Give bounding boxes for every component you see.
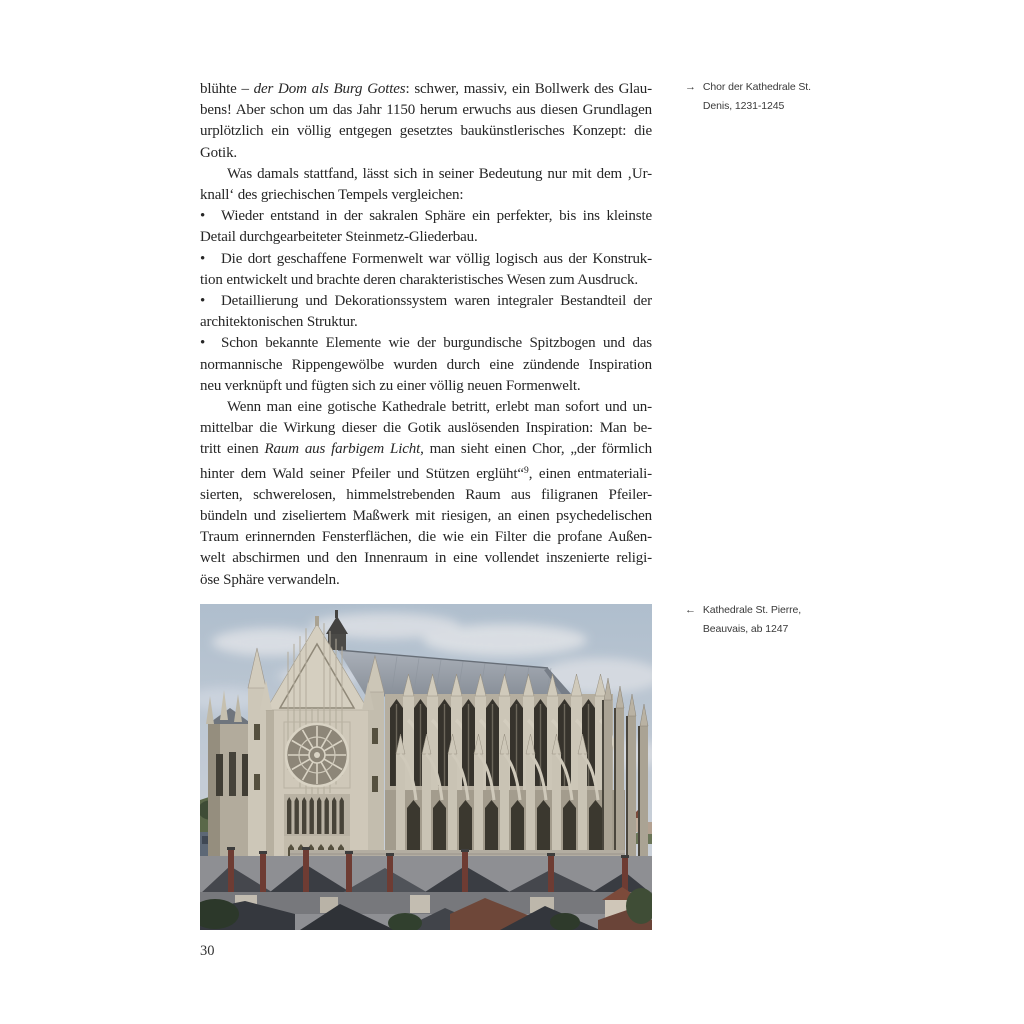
margin-note-st-denis	[685, 78, 825, 116]
margin-note-text	[703, 601, 801, 639]
arrow-left-icon: ←	[685, 604, 696, 616]
margin-note-beauvais	[685, 601, 825, 639]
text-line: normannische Rippengewölbe wurden durch eine zündende Inspiration	[200, 356, 652, 373]
arrow-right-icon: →	[685, 81, 696, 93]
text-line: Traum erinnernden Fensterflächen, die wie ein Filter die profane Außen-	[200, 529, 652, 546]
text-line: bündeln und ziseliertem Maßwerk mit riesigen, an einen psychedelischen	[200, 508, 652, 525]
text-line: Wenn man eine gotische Kathedrale betritt, erlebt man sofort und un-	[227, 399, 652, 416]
text-line: mittelbar die Wirkung dieser die Gotik auslösenden Inspiration: Man be-	[200, 420, 652, 437]
text-line: urplötzlich ein völlig entgegen gesetztes baukünstlerisches Konzept: die	[200, 123, 652, 140]
text-line: neu verknüpft und fügten sich zu einer völlig neuen Formenwelt.	[200, 377, 581, 394]
margin-note-line: Denis, 1231-1245	[702, 100, 785, 112]
text-line: hinter dem Wald seiner Pfeiler und Stützen erglüht“$^9$, einen entmateriali-	[200, 465, 652, 482]
text-line: öse Sphäre verwandeln.	[200, 571, 340, 588]
bullet-icon: •	[200, 335, 206, 352]
bullet-icon: •	[200, 250, 206, 267]
margin-note-line: Beauvais, ab 1247	[702, 623, 789, 635]
margin-note-line: Chor der Kathedrale St.	[702, 81, 811, 93]
body-text-column	[200, 79, 652, 591]
cathedral-photo	[200, 604, 652, 930]
margin-note-text	[703, 78, 811, 116]
text-line: • Schon bekannte Elemente wie der burgundische Spitzbogen und das	[200, 333, 652, 354]
text-line: tritt einen Raum aus farbigem Licht, man sieht einen Chor, „der förmlich	[200, 441, 652, 458]
text-line: blühte – der Dom als Burg Gottes: schwer, massiv, ein Bollwerk des Glau-	[200, 81, 652, 97]
text-line: Detail durchgearbeiteter Steinmetz-Gliederbau.	[200, 229, 478, 246]
margin-note-line: Kathedrale St. Pierre,	[702, 604, 802, 616]
text-line: tion entwickelt und brachte deren charakteristisches Wesen zum Ausdruck.	[200, 271, 638, 288]
text-line: bens! Aber schon um das Jahr 1150 herum erwuchs aus diesen Grundlagen	[200, 102, 652, 119]
cathedral-photo-svg	[200, 604, 652, 930]
bullet-icon: •	[200, 293, 206, 310]
text-line: Was damals stattfand, lässt sich in seiner Bedeutung nur mit dem ‚Ur-	[227, 165, 652, 182]
text-line: knall‘ des griechischen Tempels vergleichen:	[200, 187, 464, 204]
text-line: • Die dort geschaffene Formenwelt war völlig logisch aus der Konstruk-	[200, 249, 652, 270]
page-number: 30	[200, 943, 215, 959]
text-line: architektonischen Struktur.	[200, 314, 358, 331]
text-line: • Wieder entstand in der sakralen Sphäre ein perfekter, bis ins kleinste	[200, 206, 652, 227]
text-line: • Detaillierung und Dekorationssystem waren integraler Bestandteil der	[200, 291, 652, 312]
text-line: sierten, schwerelosen, himmelstrebenden Raum aus filigranen Pfeiler-	[200, 486, 652, 503]
text-line: welt abschirmen und den Innenraum in eine vollendet inszenierte religi-	[200, 550, 652, 567]
bullet-icon: •	[200, 208, 206, 225]
text-line: Gotik.	[200, 144, 238, 161]
town-foreground	[200, 847, 652, 930]
